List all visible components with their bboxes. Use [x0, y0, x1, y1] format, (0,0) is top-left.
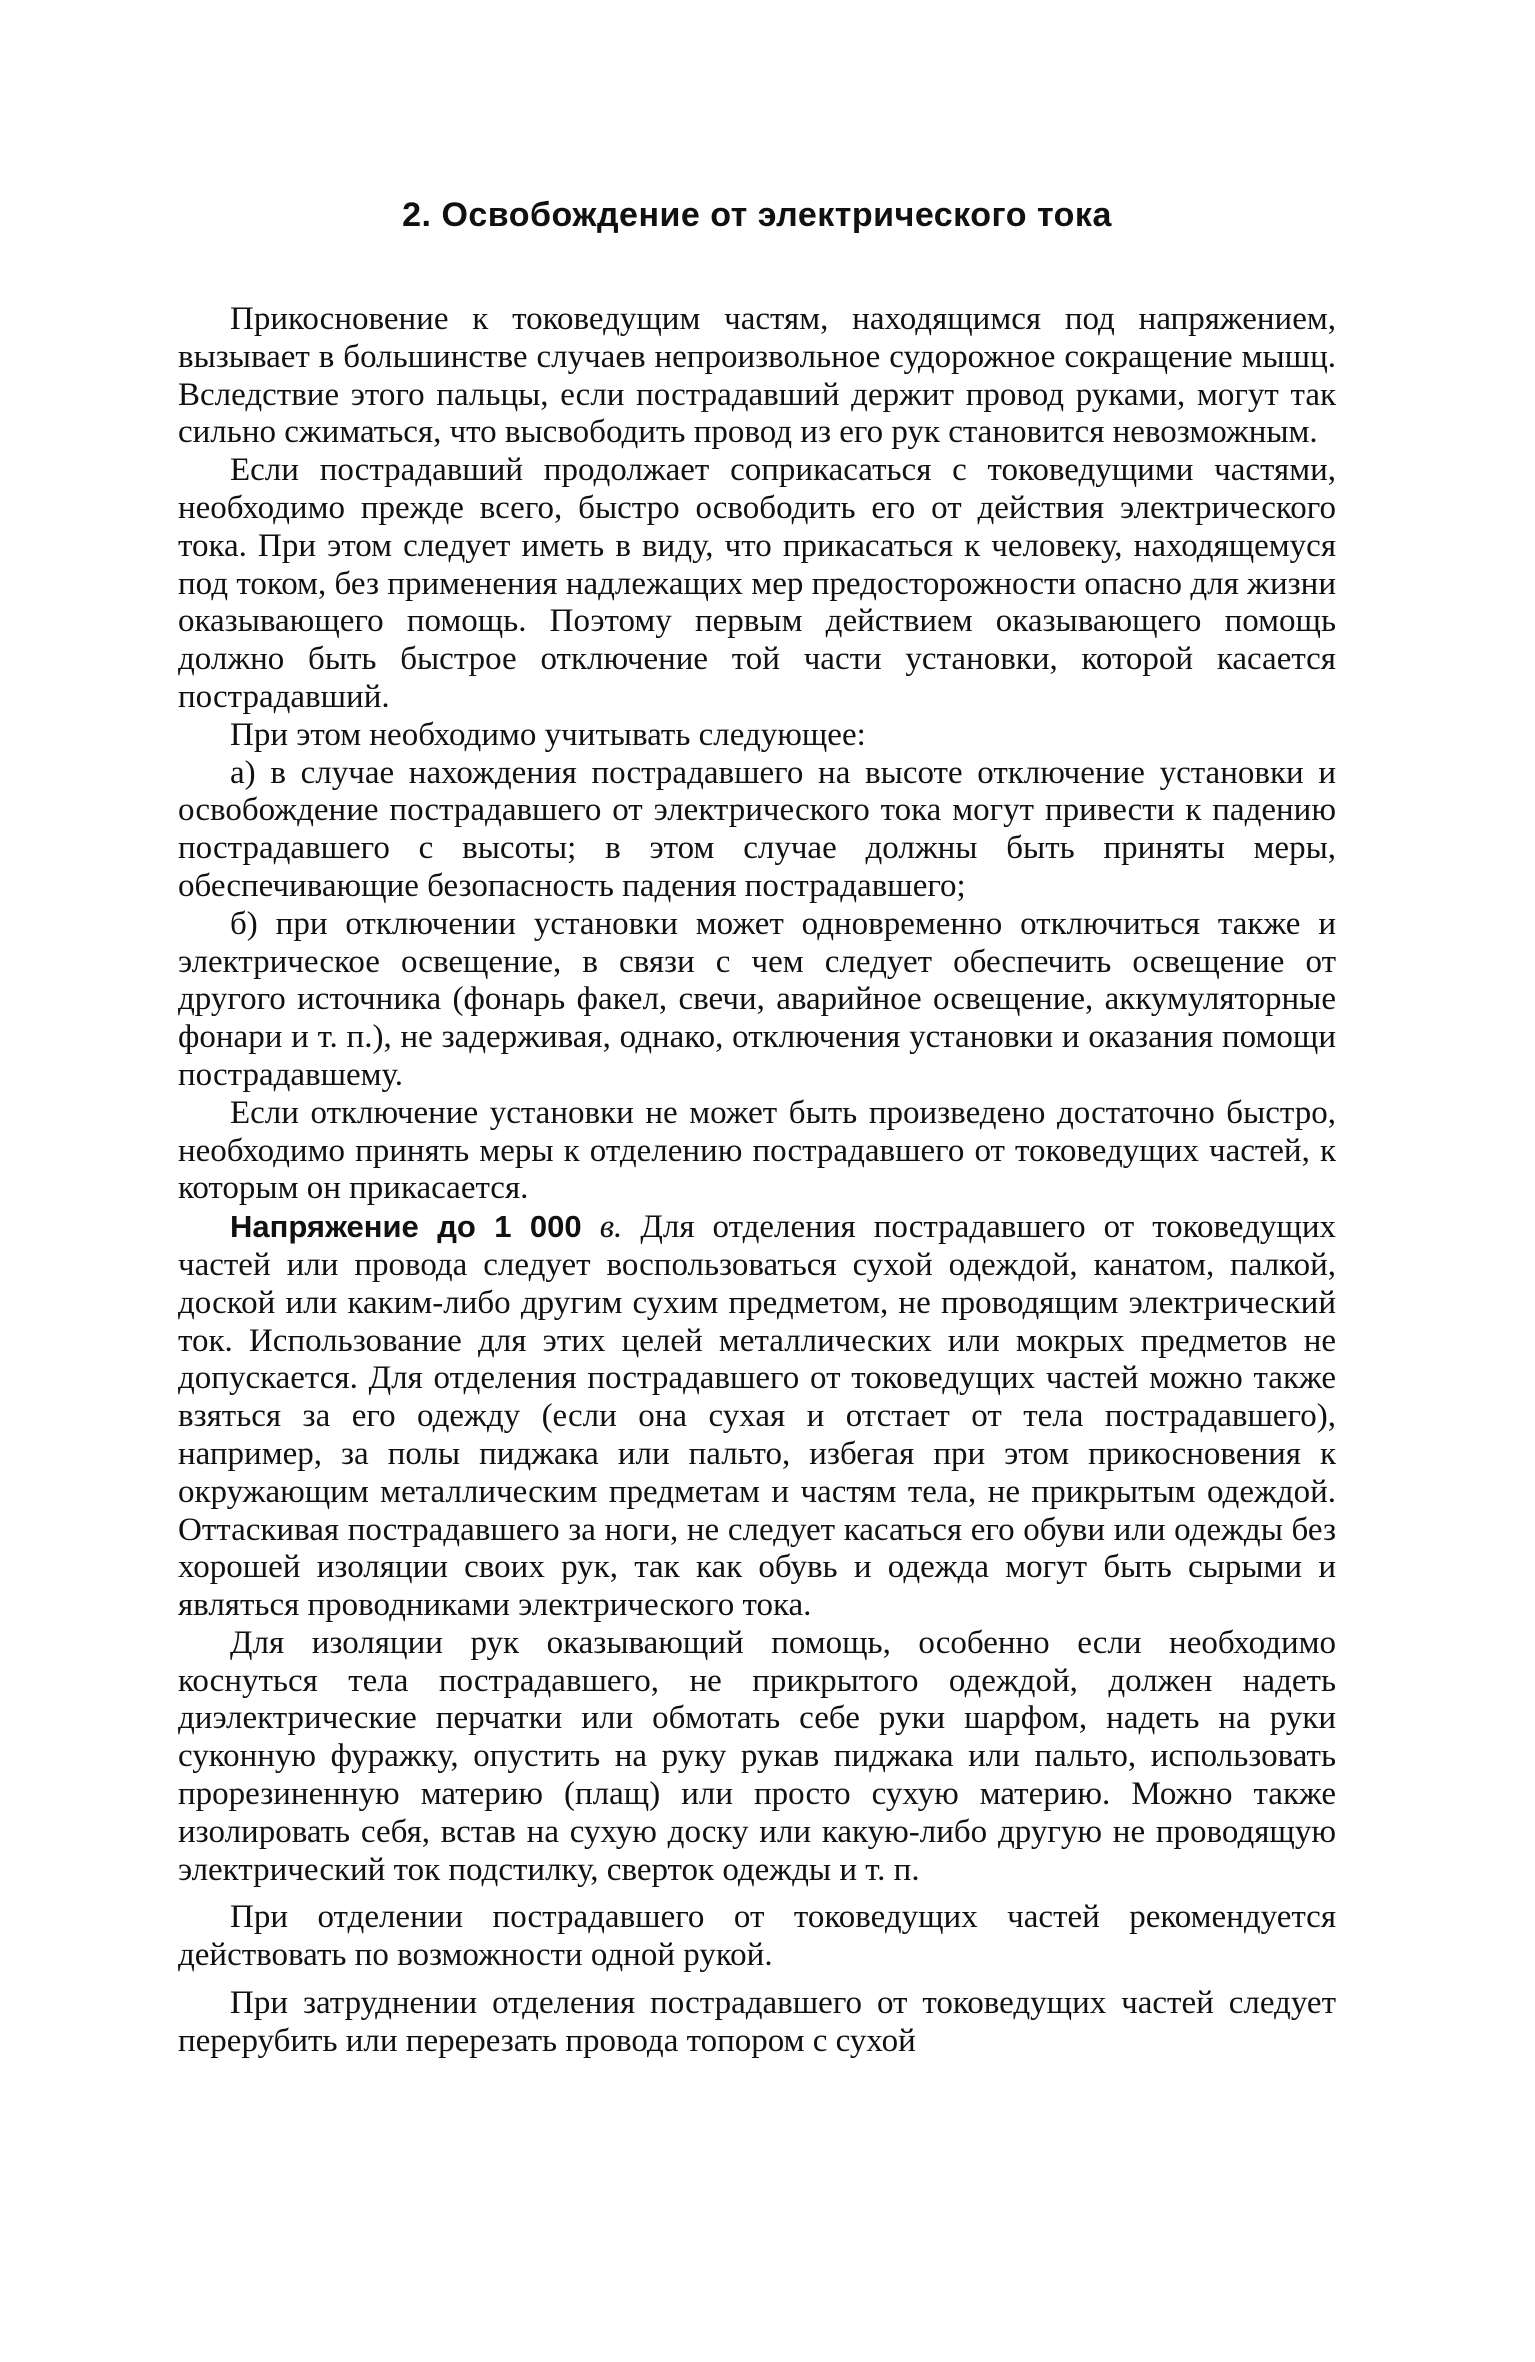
- paragraph-intro: Прикосновение к токоведущим частям, находящимся под напряжением, вызывает в большинстве случаев непроизвольное судорожное сокращение мышц. Вследствие этого пальцы, если пострадавший держит провод руками, могут так сильно сжиматься, что высвободить провод из его рук становится невозможным.: [178, 301, 1336, 451]
- paragraph-lead-unit: в.: [599, 1209, 623, 1246]
- paragraph-cut-wires: При затруднении отделения пострадавшего от токоведущих частей следует перерубить или перерезать провода топором с сухой: [178, 1985, 1336, 2059]
- paragraph-separation: Если отключение установки не может быть произведено достаточно быстро, необходимо принять меры к отделению пострадавшего от токоведущих частей, к которым он прикасается.: [178, 1094, 1336, 1207]
- paragraph-one-hand: При отделении пострадавшего от токоведущих частей рекомендуется действовать по возможности одной рукой.: [178, 1899, 1336, 1974]
- paragraph-lead-heading: Напряжение до 1 000: [230, 1209, 582, 1245]
- paragraph-release: Если пострадавший продолжает соприкасаться с токоведущими частями, необходимо прежде всего, быстро освободить его от действия электрического тока. При этом следует иметь в виду, что прикасаться к человеку, находящемуся под током, без применения надлежащих мер предосторожности опасно для жизни оказывающего помощь. Поэтому первым действием оказывающего помощь должно быть быстрое отключение той части установки, которой касается пострадавший.: [178, 452, 1336, 715]
- section-title: 2. Освобождение от электрического тока: [402, 196, 1112, 234]
- paragraph-voltage-1000: [178, 1208, 1336, 1625]
- document-page: [178, 196, 1336, 2061]
- paragraph-item-b: б) при отключении установки может одновременно отключиться также и электрическое освещение, в связи с чем следует обеспечить освещение от другого источника (фонарь факел, свечи, аварийное освещение, аккумуляторные фонари и т. п.), не задерживая, однако, отключения установки и оказания помощи пострадавшему.: [178, 905, 1336, 1093]
- paragraph-voltage-body: Для отделения пострадавшего от токоведущих частей или провода следует воспользоваться сухой одеждой, канатом, палкой, доской или каким-либо другим сухим предметом, не проводящим электрический ток. Использование для этих целей металлических или мокрых предметов не допускается. Для отделения пострадавшего от токоведущих частей можно также взяться за его одежду (если она сухая и отстает от тела пострадавшего), например, за полы пиджака или пальто, избегая при этом прикосновения к окружающим металлическим предметам и частям тела, не прикрытым одеждой. Оттаскивая пострадавшего за ноги, не следует касаться его обуви или одежды без хорошей изоляции своих рук, так как обувь и одежда могут быть сырыми и являться проводниками электрического тока.: [178, 1209, 1337, 1624]
- paragraph-consider: При этом необходимо учитывать следующее:: [230, 716, 866, 753]
- paragraph-hand-insulation: Для изоляции рук оказывающий помощь, особенно если необходимо коснуться тела пострадавшего, не прикрытого одеждой, должен надеть диэлектрические перчатки или обмотать себе руки шарфом, надеть на руки суконную фуражку, опустить на руку рукав пиджака или пальто, использовать прорезиненную материю (плащ) или просто сухую материю. Можно также изолировать себя, встав на сухую доску или какую-либо другую не проводящую электрический ток подстилку, сверток одежды и т. п.: [178, 1624, 1336, 1888]
- paragraph-item-a: а) в случае нахождения пострадавшего на высоте отключение установки и освобождение пострадавшего от электрического тока могут привести к падению пострадавшего с высоты; в этом случае должны быть приняты меры, обеспечивающие безопасность падения пострадавшего;: [178, 754, 1336, 904]
